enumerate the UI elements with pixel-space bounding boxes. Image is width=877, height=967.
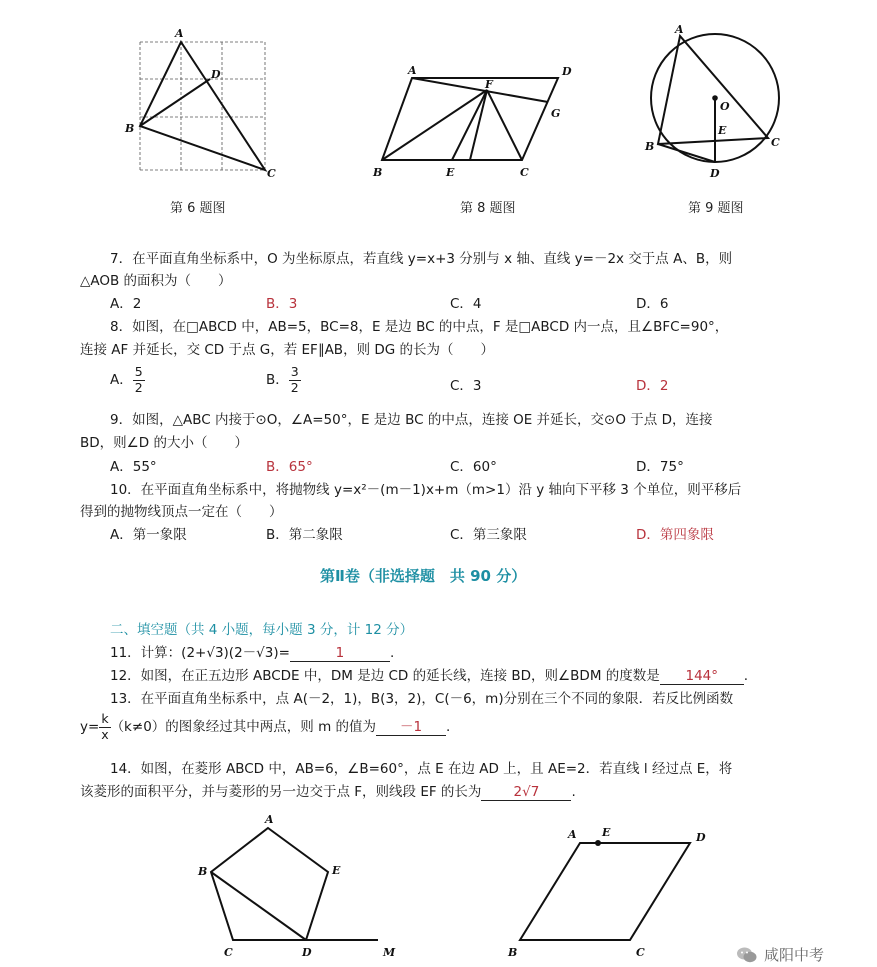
q12-answer: 144°: [660, 668, 744, 685]
figure-8: [370, 60, 580, 185]
q10-text-line1: 10．在平面直角坐标系中，将抛物线 y=x²－(m－1)x+m（m>1）沿 y 轴向下平移 3 个单位，则平移后: [110, 482, 742, 498]
q13-fraction-numerator: k: [101, 711, 109, 726]
q7-text-line1: 7．在平面直角坐标系中，O 为坐标原点，若直线 y=x+3 分别与 x 轴、直线 y=－2x 交于点 A、B，则: [110, 251, 733, 267]
q13-y-prefix: y=: [80, 719, 100, 735]
wechat-icon: [736, 946, 758, 964]
fig14-label-d: D: [696, 831, 706, 844]
fig8-label-c: C: [520, 166, 529, 179]
q13-answer: －1: [376, 715, 446, 736]
figure-6: [115, 22, 285, 182]
fig6-label-d: D: [211, 68, 221, 81]
q12-line: [110, 664, 748, 685]
q14-answer: 2√7: [481, 784, 571, 801]
q8-option-a-numerator: 5: [134, 364, 143, 379]
q8-option-a-fraction: [133, 366, 145, 394]
q11-end: .: [389, 645, 395, 661]
q13-line2: [80, 713, 450, 741]
fig12-label-b: B: [198, 865, 208, 878]
q9-option-b: B．65°: [266, 459, 313, 475]
q8-text-line2: 连接 AF 并延长，交 CD 于点 G，若 EF∥AB，则 DG 的长为（ ）: [80, 342, 495, 358]
fig9-label-a: A: [675, 23, 684, 36]
q10-option-d: D．第四象限: [636, 527, 714, 543]
watermark-text: 咸阳中考: [764, 946, 825, 964]
q14-text-line1: 14．如图，在菱形 ABCD 中，AB=6，∠B=60°，点 E 在边 AD 上，且 AE=2．若直线 l 经过点 E，将: [110, 761, 733, 777]
q11-text: 11．计算：(2+√3)(2－√3)=: [110, 645, 290, 661]
q8-text-line1: 8．如图，在□ABCD 中，AB=5，BC=8，E 是边 BC 的中点，F 是□ABCD 内一点，且∠BFC=90°，: [110, 319, 729, 335]
q13-text-line1: 13．在平面直角坐标系中，点 A(－2，1)，B(3，2)，C(－6，m)分别在三个不同的象限．若反比例函数: [110, 691, 734, 707]
q13-text-rest: （k≠0）的图象经过其中两点，则 m 的值为: [110, 719, 377, 735]
fig8-caption: 第 8 题图: [460, 201, 516, 216]
figure-9: [640, 20, 790, 185]
fig6-label-b: B: [125, 122, 135, 135]
fig9-label-b: B: [645, 140, 655, 153]
q8-option-a: [110, 366, 145, 394]
fig14-label-c: C: [636, 946, 645, 959]
fig9-caption: 第 9 题图: [688, 201, 744, 216]
fig12-label-a: A: [265, 813, 274, 826]
section-title: 第Ⅱ卷（非选择题 共 90 分）: [320, 567, 527, 585]
fig9-label-o: O: [720, 100, 730, 113]
figure-14-rhombus: [500, 820, 720, 967]
q8-option-b-prefix: B．: [266, 372, 289, 388]
fig12-label-m: M: [383, 946, 396, 959]
q12-end: .: [743, 668, 749, 684]
fig14-label-a: A: [568, 828, 577, 841]
fig12-label-d: D: [302, 946, 312, 959]
fig14-label-b: B: [508, 946, 518, 959]
q8-option-d: D．2: [636, 378, 669, 394]
q12-text: 12．如图，在正五边形 ABCDE 中，DM 是边 CD 的延长线，连接 BD，则∠BDM 的度数是: [110, 668, 660, 684]
fig9-label-c: C: [771, 136, 780, 149]
q8-option-a-prefix: A．: [110, 372, 133, 388]
watermark: [736, 944, 824, 965]
fig6-caption: 第 6 题图: [170, 201, 226, 216]
q9-option-c: C．60°: [450, 459, 497, 475]
q7-option-d: D．6: [636, 296, 669, 312]
q8-option-b: [266, 366, 301, 394]
q11-answer: 1: [290, 645, 390, 662]
q9-option-a: A．55°: [110, 459, 157, 475]
q13-fraction: [99, 713, 110, 741]
q10-option-c: C．第三象限: [450, 527, 527, 543]
fig8-label-f: F: [485, 78, 493, 91]
q10-text-line2: 得到的抛物线顶点一定在（ ）: [80, 504, 283, 520]
q8-option-b-fraction: [289, 366, 301, 394]
fig6-label-c: C: [267, 167, 276, 180]
fig8-label-b: B: [373, 166, 383, 179]
q8-option-c: C．3: [450, 378, 482, 394]
q9-option-d: D．75°: [636, 459, 684, 475]
q7-text-line2: △AOB 的面积为（ ）: [80, 273, 232, 289]
fig9-label-e: E: [718, 124, 727, 137]
q8-option-b-denominator: 2: [290, 379, 299, 395]
q10-option-a: A．第一象限: [110, 527, 187, 543]
fig8-label-a: A: [408, 64, 417, 77]
fig8-label-g: G: [551, 107, 561, 120]
q9-text-line1: 9．如图，△ABC 内接于⊙O，∠A=50°，E 是边 BC 的中点，连接 OE 并延长，交⊙O 于点 D，连接: [110, 412, 713, 428]
q8-option-a-denominator: 2: [134, 379, 143, 395]
q7-option-c: C．4: [450, 296, 482, 312]
q10-option-b: B．第二象限: [266, 527, 343, 543]
q14-line2: [80, 780, 576, 801]
fig12-label-c: C: [224, 946, 233, 959]
q7-option-b: B．3: [266, 296, 298, 312]
q13-end: .: [446, 719, 451, 735]
fig8-label-e: E: [446, 166, 455, 179]
fig9-label-d: D: [710, 167, 720, 180]
q13-fraction-denominator: x: [101, 726, 109, 742]
fig6-label-a: A: [175, 27, 184, 40]
figure-12-pentagon: [190, 808, 410, 967]
q7-option-a: A．2: [110, 296, 142, 312]
fig12-label-e: E: [332, 864, 341, 877]
q8-option-b-numerator: 3: [290, 364, 299, 379]
fig8-label-d: D: [562, 65, 572, 78]
part2-header: 二、填空题（共 4 小题，每小题 3 分，计 12 分）: [110, 622, 414, 638]
q9-text-line2: BD，则∠D 的大小（ ）: [80, 435, 248, 451]
q11-line: [110, 641, 394, 662]
q14-text: 该菱形的面积平分，并与菱形的另一边交于点 F，则线段 EF 的长为: [80, 784, 482, 800]
fig14-label-e: E: [602, 826, 611, 839]
q14-end: .: [571, 784, 576, 800]
